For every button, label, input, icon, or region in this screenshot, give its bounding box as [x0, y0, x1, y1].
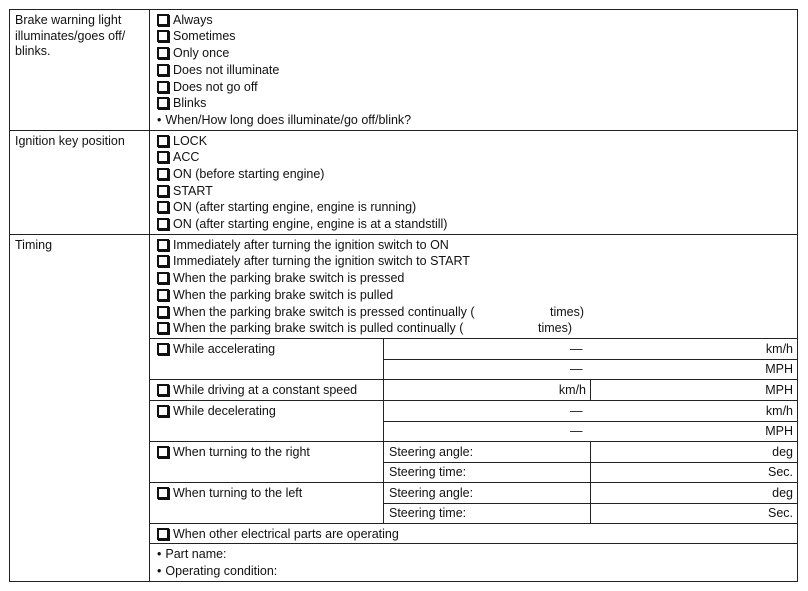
checkbox-icon[interactable]	[157, 64, 169, 76]
checkbox-icon[interactable]	[157, 487, 169, 499]
checkbox-icon[interactable]	[157, 30, 169, 42]
label-column-divider	[149, 10, 150, 581]
subtable-divider	[383, 421, 797, 422]
left-steering-angle-label: Steering angle:	[389, 486, 474, 500]
subtable-divider	[149, 338, 797, 339]
checkbox-icon[interactable]	[157, 343, 169, 355]
brake-warning-note: • When/How long does illuminate/go off/blink?	[157, 113, 411, 128]
checkbox-icon[interactable]	[157, 239, 169, 251]
subtable-divider	[149, 441, 797, 442]
accel-mph-unit: MPH	[765, 362, 793, 376]
right-steering-angle-label: Steering angle:	[389, 445, 474, 459]
left-steering-time-label: Steering time:	[389, 506, 467, 520]
right-steering-time-label: Steering time:	[389, 465, 467, 479]
when-turning-right[interactable]: When turning to the right	[157, 445, 310, 460]
subtable-divider	[383, 359, 797, 360]
subtable-divider	[149, 543, 797, 544]
decel-mph-dash: —	[570, 424, 583, 438]
checkbox-icon[interactable]	[157, 185, 169, 197]
subtable-divider	[149, 400, 797, 401]
ignition-option-on-standstill[interactable]: ON (after starting engine, engine is at a standstill)	[157, 217, 447, 232]
checkbox-icon[interactable]	[157, 405, 169, 417]
checkbox-icon[interactable]	[157, 81, 169, 93]
ignition-option-acc[interactable]: ACC	[157, 150, 199, 165]
subtable-col-divider	[590, 379, 591, 400]
subtable-col-divider	[590, 441, 591, 523]
checkbox-icon[interactable]	[157, 218, 169, 230]
section-divider	[10, 234, 797, 235]
ignition-option-on-running[interactable]: ON (after starting engine, engine is running)	[157, 200, 416, 215]
checkbox-icon[interactable]	[157, 322, 169, 334]
while-decelerating[interactable]: While decelerating	[157, 404, 276, 419]
times-suffix: times)	[550, 305, 585, 319]
option-sometimes[interactable]: Sometimes	[157, 29, 236, 44]
subtable-divider	[149, 482, 797, 483]
section-divider	[10, 130, 797, 131]
timing-label: Timing	[15, 238, 53, 252]
timing-option-brake-pressed[interactable]: When the parking brake switch is pressed	[157, 271, 404, 286]
option-does-not-illuminate[interactable]: Does not illuminate	[157, 63, 279, 78]
checkbox-icon[interactable]	[157, 306, 169, 318]
timing-option-pulled-continually[interactable]: When the parking brake switch is pulled continually (	[157, 321, 463, 336]
times-suffix: times)	[538, 321, 573, 335]
checkbox-icon[interactable]	[157, 289, 169, 301]
ignition-option-start[interactable]: START	[157, 184, 213, 199]
timing-option-brake-pulled[interactable]: When the parking brake switch is pulled	[157, 288, 393, 303]
option-only-once[interactable]: Only once	[157, 46, 229, 61]
operating-condition-field[interactable]: • Operating condition:	[157, 564, 277, 579]
constant-mph-unit: MPH	[765, 383, 793, 397]
accel-kmh-dash: —	[570, 342, 583, 356]
while-accelerating[interactable]: While accelerating	[157, 342, 275, 357]
ignition-option-on-before[interactable]: ON (before starting engine)	[157, 167, 324, 182]
checkbox-icon[interactable]	[157, 255, 169, 267]
ignition-key-label: Ignition key position	[15, 134, 125, 148]
while-constant-speed[interactable]: While driving at a constant speed	[157, 383, 357, 398]
part-name-field[interactable]: • Part name:	[157, 547, 227, 562]
brake-warning-label: Brake warning light illuminates/goes off/ blinks.	[15, 13, 126, 58]
checkbox-icon[interactable]	[157, 47, 169, 59]
accel-mph-dash: —	[570, 362, 583, 376]
accel-kmh-unit: km/h	[765, 342, 793, 356]
timing-option-pressed-continually[interactable]: When the parking brake switch is pressed continually (	[157, 305, 475, 320]
subtable-col-divider	[383, 338, 384, 523]
when-other-electrical[interactable]: When other electrical parts are operating	[157, 527, 399, 542]
right-steering-time-unit: Sec.	[767, 465, 793, 479]
subtable-divider	[149, 379, 797, 380]
timing-option-ign-on[interactable]: Immediately after turning the ignition switch to ON	[157, 238, 449, 253]
checkbox-icon[interactable]	[157, 135, 169, 147]
checkbox-icon[interactable]	[157, 272, 169, 284]
when-turning-left[interactable]: When turning to the left	[157, 486, 302, 501]
checkbox-icon[interactable]	[157, 384, 169, 396]
checkbox-icon[interactable]	[157, 168, 169, 180]
option-blinks[interactable]: Blinks	[157, 96, 206, 111]
subtable-divider	[149, 523, 797, 524]
timing-option-ign-start[interactable]: Immediately after turning the ignition switch to START	[157, 254, 470, 269]
checkbox-icon[interactable]	[157, 446, 169, 458]
decel-kmh-unit: km/h	[765, 404, 793, 418]
checkbox-icon[interactable]	[157, 201, 169, 213]
brake-diagnosis-form	[9, 9, 798, 582]
option-does-not-go-off[interactable]: Does not go off	[157, 80, 258, 95]
checkbox-icon[interactable]	[157, 97, 169, 109]
constant-kmh-unit: km/h	[558, 383, 586, 397]
checkbox-icon[interactable]	[157, 14, 169, 26]
right-steering-angle-unit: deg	[772, 445, 793, 459]
checkbox-icon[interactable]	[157, 151, 169, 163]
decel-kmh-dash: —	[570, 404, 583, 418]
left-steering-angle-unit: deg	[772, 486, 793, 500]
checkbox-icon[interactable]	[157, 528, 169, 540]
option-always[interactable]: Always	[157, 13, 213, 28]
decel-mph-unit: MPH	[765, 424, 793, 438]
ignition-option-lock[interactable]: LOCK	[157, 134, 207, 149]
left-steering-time-unit: Sec.	[767, 506, 793, 520]
